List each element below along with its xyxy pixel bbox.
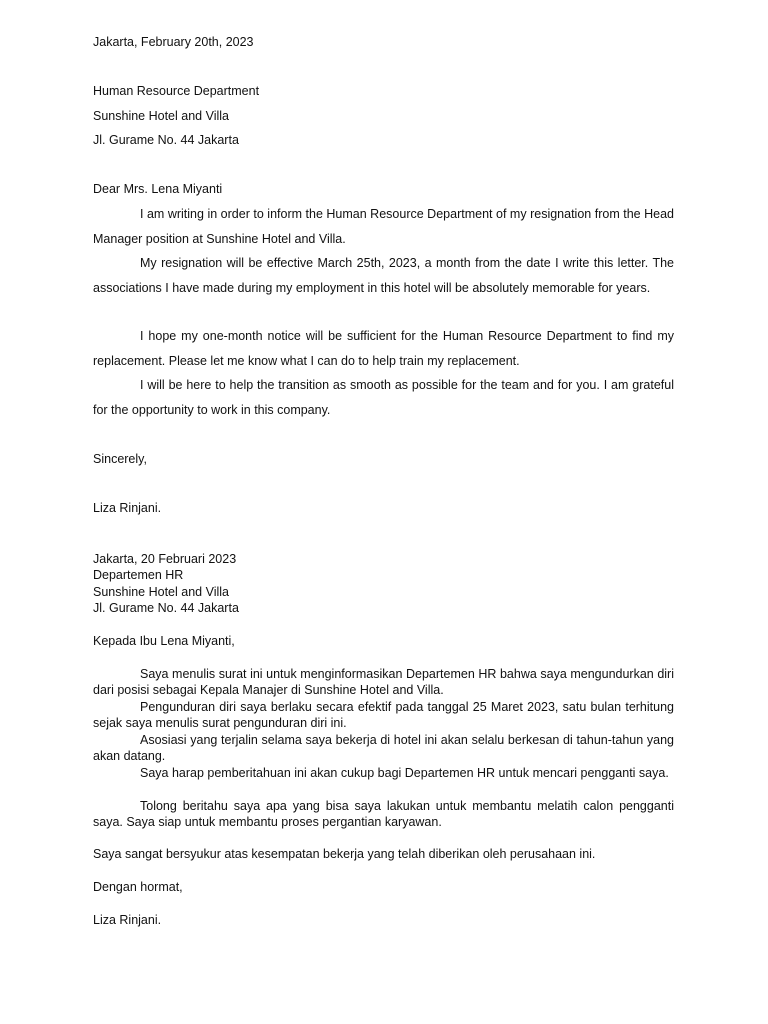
body-paragraph: I hope my one-month notice will be sufficient for the Human Resource Department to find my replacement. Please let me know what I can do to help train my replacement. bbox=[93, 329, 674, 368]
recipient-department: Human Resource Department bbox=[93, 84, 260, 98]
body-paragraph: Tolong beritahu saya apa yang bisa saya lakukan untuk membantu melatih calon pengganti saya. Saya siap untuk membantu proses pergantian karyawan. bbox=[93, 799, 674, 830]
letter-date: Jakarta, 20 Februari 2023 bbox=[93, 552, 237, 566]
recipient-company: Sunshine Hotel and Villa bbox=[93, 109, 229, 123]
salutation: Dear Mrs. Lena Miyanti bbox=[93, 182, 223, 196]
body-paragraph: Saya menulis surat ini untuk menginformasikan Departemen HR bahwa saya mengundurkan diri dari posisi sebagai Kepala Manajer di Sunshine Hotel and Villa. bbox=[93, 667, 674, 698]
body-paragraph: Asosiasi yang terjalin selama saya bekerja di hotel ini akan selalu berkesan di tahun-tahun yang akan datang. bbox=[93, 733, 674, 764]
signature: Liza Rinjani. bbox=[93, 501, 162, 515]
body-paragraph: I am writing in order to inform the Human Resource Department of my resignation from the Head Manager position at Sunshine Hotel and Villa. bbox=[93, 207, 674, 246]
body-paragraph: My resignation will be effective March 25th, 2023, a month from the date I write this letter. The associations I have made during my employment in this hotel will be absolutely memorable for years. bbox=[93, 256, 674, 295]
body-paragraph: Saya harap pemberitahuan ini akan cukup bagi Departemen HR untuk mencari pengganti saya. bbox=[140, 766, 669, 780]
closing: Dengan hormat, bbox=[93, 880, 183, 894]
recipient-company: Sunshine Hotel and Villa bbox=[93, 585, 229, 599]
gratitude-line: Saya sangat bersyukur atas kesempatan bekerja yang telah diberikan oleh perusahaan ini. bbox=[93, 847, 596, 861]
letter-page bbox=[93, 0, 674, 1024]
closing: Sincerely, bbox=[93, 452, 147, 466]
body-paragraph: I will be here to help the transition as smooth as possible for the team and for you. I am grateful for the opportunity to work in this company. bbox=[93, 378, 674, 417]
body-paragraph: Pengunduran diri saya berlaku secara efektif pada tanggal 25 Maret 2023, satu bulan terhitung sejak saya menulis surat pengunduran diri ini. bbox=[93, 700, 674, 731]
letter-date: Jakarta, February 20th, 2023 bbox=[93, 35, 254, 49]
recipient-department: Departemen HR bbox=[93, 568, 184, 582]
signature: Liza Rinjani. bbox=[93, 913, 162, 927]
recipient-address: Jl. Gurame No. 44 Jakarta bbox=[93, 133, 239, 147]
salutation: Kepada Ibu Lena Miyanti, bbox=[93, 634, 235, 648]
recipient-address: Jl. Gurame No. 44 Jakarta bbox=[93, 601, 239, 615]
